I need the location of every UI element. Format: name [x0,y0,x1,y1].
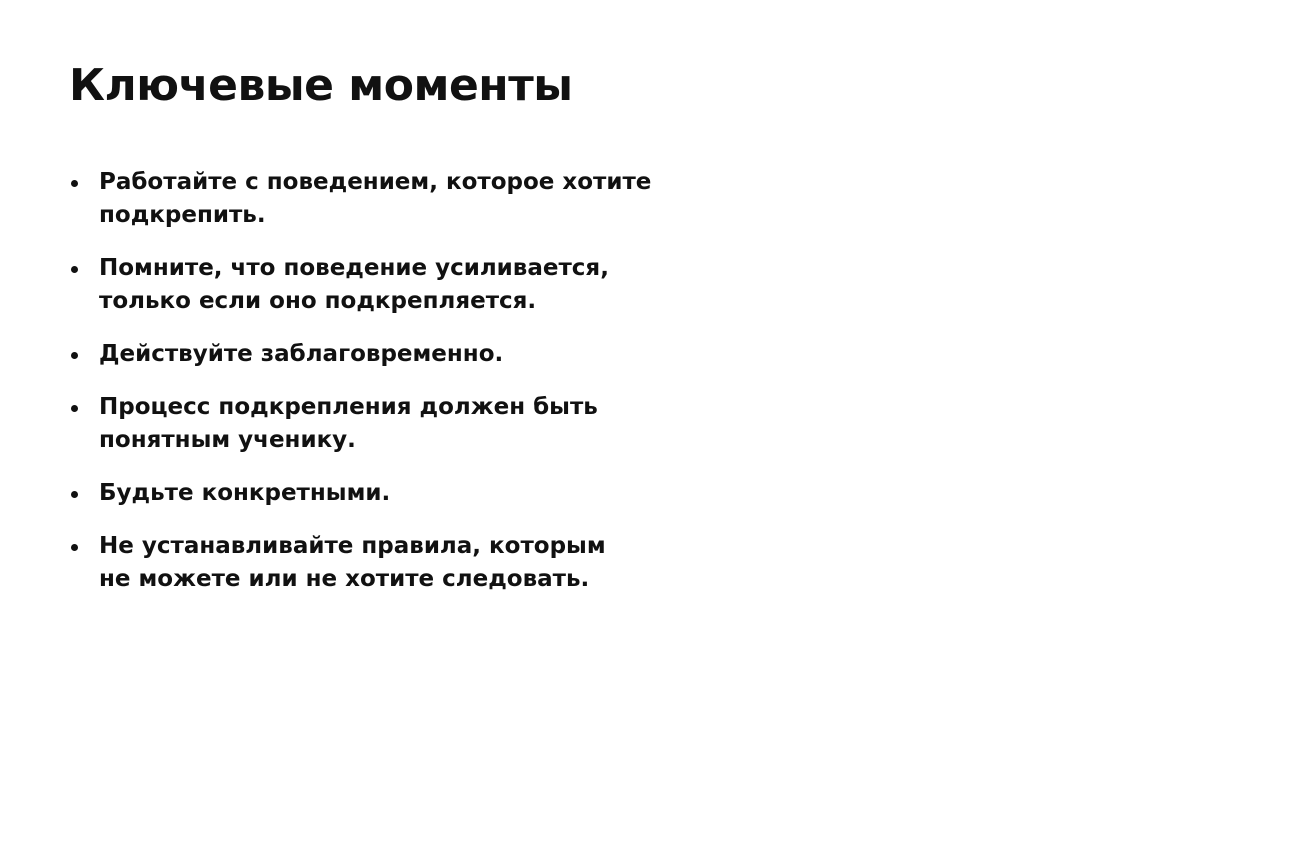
list-item [69,252,689,318]
bullet-icon [71,544,78,551]
bullet-text-line: Процесс подкрепления должен быть [99,394,598,420]
bullet-icon [71,491,78,498]
bullet-icon [71,266,78,273]
bullet-text-line: Помните, что поведение усиливается, [99,255,609,281]
slide-title: Ключевые моменты [69,60,573,111]
list-item [69,391,689,457]
list-item [69,338,689,371]
bullet-text-line: подкрепить. [99,202,266,228]
bullet-icon [71,180,78,187]
bullet-icon [71,405,78,412]
list-item [69,477,689,510]
bullet-text-line: Будьте конкретными. [99,480,391,506]
key-points-list [69,166,689,616]
bullet-text-line: Работайте с поведением, которое хотите [99,169,652,195]
bullet-text-line: не можете или не хотите следовать. [99,566,590,592]
bullet-text-line: Не устанавливайте правила, которым [99,533,606,559]
list-item [69,530,689,596]
bullet-text-line: понятным ученику. [99,427,356,453]
bullet-icon [71,352,78,359]
bullet-text-line: только если оно подкрепляется. [99,288,537,314]
list-item [69,166,689,232]
bullet-text-line: Действуйте заблаговременно. [99,341,504,367]
